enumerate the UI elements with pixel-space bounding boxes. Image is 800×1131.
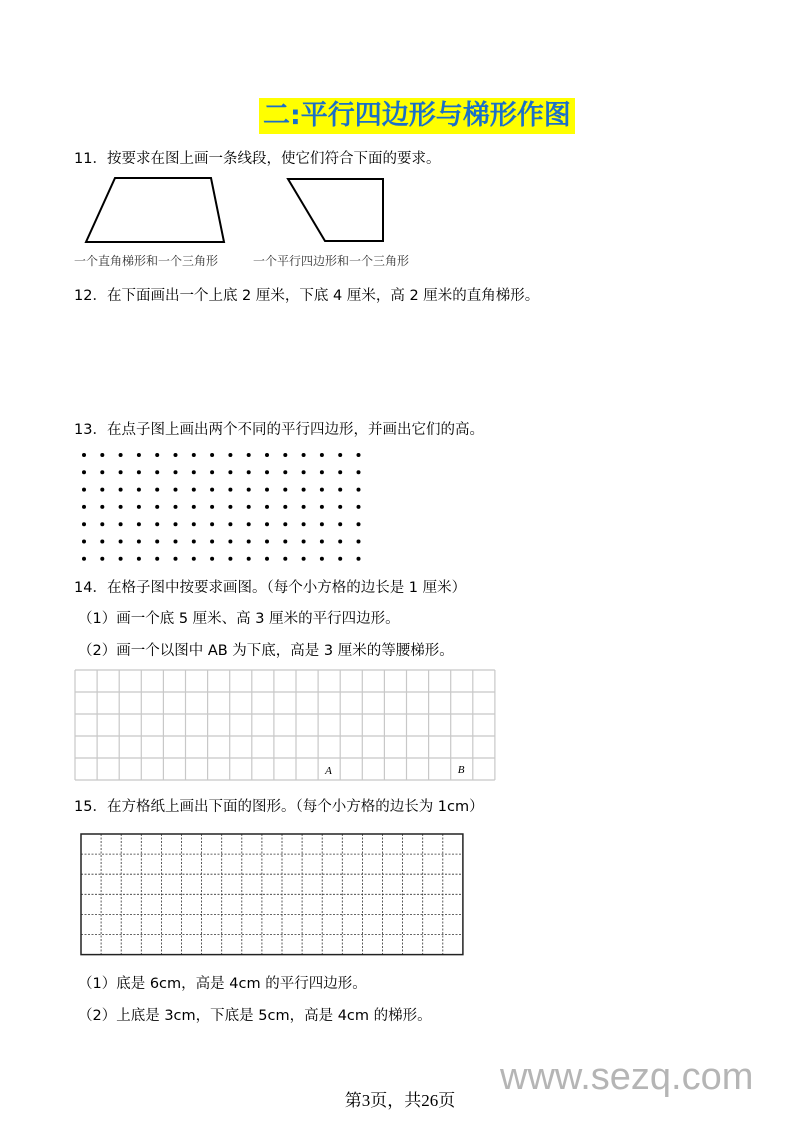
dot	[283, 540, 287, 544]
dot	[320, 557, 324, 561]
dot	[210, 522, 214, 526]
dot	[302, 488, 306, 492]
dot	[174, 540, 178, 544]
dot	[100, 470, 104, 474]
section-title: 二:平行四边形与梯形作图	[259, 98, 575, 134]
dot	[338, 522, 342, 526]
dot	[137, 488, 141, 492]
dot	[357, 505, 361, 509]
dot	[228, 505, 232, 509]
dot	[357, 470, 361, 474]
dot	[192, 505, 196, 509]
dot	[283, 505, 287, 509]
dot	[100, 522, 104, 526]
dot	[210, 557, 214, 561]
dot	[137, 522, 141, 526]
dot	[174, 522, 178, 526]
dot	[82, 522, 86, 526]
dot	[119, 488, 123, 492]
dot	[155, 540, 159, 544]
dot	[283, 470, 287, 474]
dot	[210, 540, 214, 544]
dot	[247, 488, 251, 492]
dot	[228, 453, 232, 457]
q11-shapes	[80, 172, 400, 248]
dot	[82, 453, 86, 457]
square-grid-14	[74, 669, 498, 782]
dot	[265, 522, 269, 526]
dot	[357, 540, 361, 544]
question-15: 15．在方格纸上画出下面的图形。（每个小方格的边长为 1cm）	[74, 799, 484, 815]
dot	[137, 505, 141, 509]
dot	[155, 470, 159, 474]
dot	[174, 557, 178, 561]
q15-sub-1: （1）底是 6cm，高是 4cm 的平行四边形。	[78, 976, 367, 992]
dot	[192, 557, 196, 561]
dot	[210, 453, 214, 457]
dot	[320, 522, 324, 526]
dot	[119, 540, 123, 544]
dot	[174, 470, 178, 474]
dot	[155, 505, 159, 509]
dot	[119, 453, 123, 457]
dot	[119, 470, 123, 474]
dot	[283, 488, 287, 492]
dot	[357, 522, 361, 526]
dot-grid	[76, 447, 371, 569]
caption-right-trapezoid: 一个直角梯形和一个三角形	[74, 254, 219, 268]
dot	[283, 453, 287, 457]
q14-sub-1: （1）画一个底 5 厘米、高 3 厘米的平行四边形。	[78, 611, 400, 627]
watermark: www.sezq.com	[500, 1056, 754, 1098]
dot	[320, 505, 324, 509]
dot	[247, 505, 251, 509]
dot	[82, 540, 86, 544]
dot	[155, 557, 159, 561]
dot	[192, 453, 196, 457]
dot	[320, 470, 324, 474]
dot	[100, 557, 104, 561]
dot	[338, 488, 342, 492]
dot	[210, 488, 214, 492]
dot	[265, 505, 269, 509]
dot	[228, 540, 232, 544]
dot	[228, 488, 232, 492]
question-13: 13．在点子图上画出两个不同的平行四边形，并画出它们的高。	[74, 422, 484, 438]
dot	[174, 505, 178, 509]
dot	[247, 470, 251, 474]
dot	[137, 470, 141, 474]
dot	[137, 453, 141, 457]
caption-parallelogram: 一个平行四边形和一个三角形	[253, 254, 410, 268]
question-12: 12．在下面画出一个上底 2 厘米，下底 4 厘米，高 2 厘米的直角梯形。	[74, 288, 540, 304]
dot	[357, 557, 361, 561]
dot	[192, 540, 196, 544]
dot	[338, 557, 342, 561]
dot	[210, 505, 214, 509]
q15-sub-2: （2）上底是 3cm，下底是 5cm，高是 4cm 的梯形。	[78, 1008, 432, 1024]
dot	[357, 453, 361, 457]
question-11: 11．按要求在图上画一条线段，使它们符合下面的要求。	[74, 151, 441, 167]
dot	[82, 557, 86, 561]
dot	[100, 488, 104, 492]
dot	[119, 522, 123, 526]
quadrilateral-shape	[288, 179, 383, 241]
dot	[320, 453, 324, 457]
dot	[320, 540, 324, 544]
dot	[119, 505, 123, 509]
dot	[338, 470, 342, 474]
dot	[82, 470, 86, 474]
dot	[302, 557, 306, 561]
square-grid-15	[80, 833, 465, 957]
dot	[82, 505, 86, 509]
q14-sub-2: （2）画一个以图中 AB 为下底，高是 3 厘米的等腰梯形。	[78, 643, 454, 659]
dot	[320, 488, 324, 492]
dot	[155, 522, 159, 526]
dot	[265, 453, 269, 457]
dot	[100, 540, 104, 544]
dot	[228, 470, 232, 474]
dot	[100, 453, 104, 457]
dot	[283, 522, 287, 526]
dot	[137, 557, 141, 561]
dot	[302, 540, 306, 544]
dot	[174, 488, 178, 492]
dot	[155, 453, 159, 457]
dot	[265, 557, 269, 561]
question-14: 14．在格子图中按要求画图。（每个小方格的边长是 1 厘米）	[74, 580, 467, 596]
dot	[137, 540, 141, 544]
dot	[357, 488, 361, 492]
point-label-a: A	[325, 765, 332, 777]
dot	[228, 557, 232, 561]
dot	[247, 540, 251, 544]
dot	[247, 522, 251, 526]
dot	[192, 488, 196, 492]
dot	[247, 453, 251, 457]
dot	[119, 557, 123, 561]
dot	[338, 453, 342, 457]
dot	[100, 505, 104, 509]
dot	[265, 540, 269, 544]
trapezoid-shape	[86, 178, 224, 242]
dot	[192, 522, 196, 526]
dot	[247, 557, 251, 561]
dot	[302, 453, 306, 457]
dot	[265, 470, 269, 474]
page-footer: 第3页，共26页	[344, 1091, 456, 1110]
dot	[155, 488, 159, 492]
dot	[302, 505, 306, 509]
dot	[228, 522, 232, 526]
dot	[192, 470, 196, 474]
dot	[338, 505, 342, 509]
dot	[302, 522, 306, 526]
point-label-b: B	[457, 764, 465, 776]
dot	[302, 470, 306, 474]
dot	[174, 453, 178, 457]
dot	[338, 540, 342, 544]
dot	[82, 488, 86, 492]
dot	[265, 488, 269, 492]
dot	[283, 557, 287, 561]
dot	[210, 470, 214, 474]
